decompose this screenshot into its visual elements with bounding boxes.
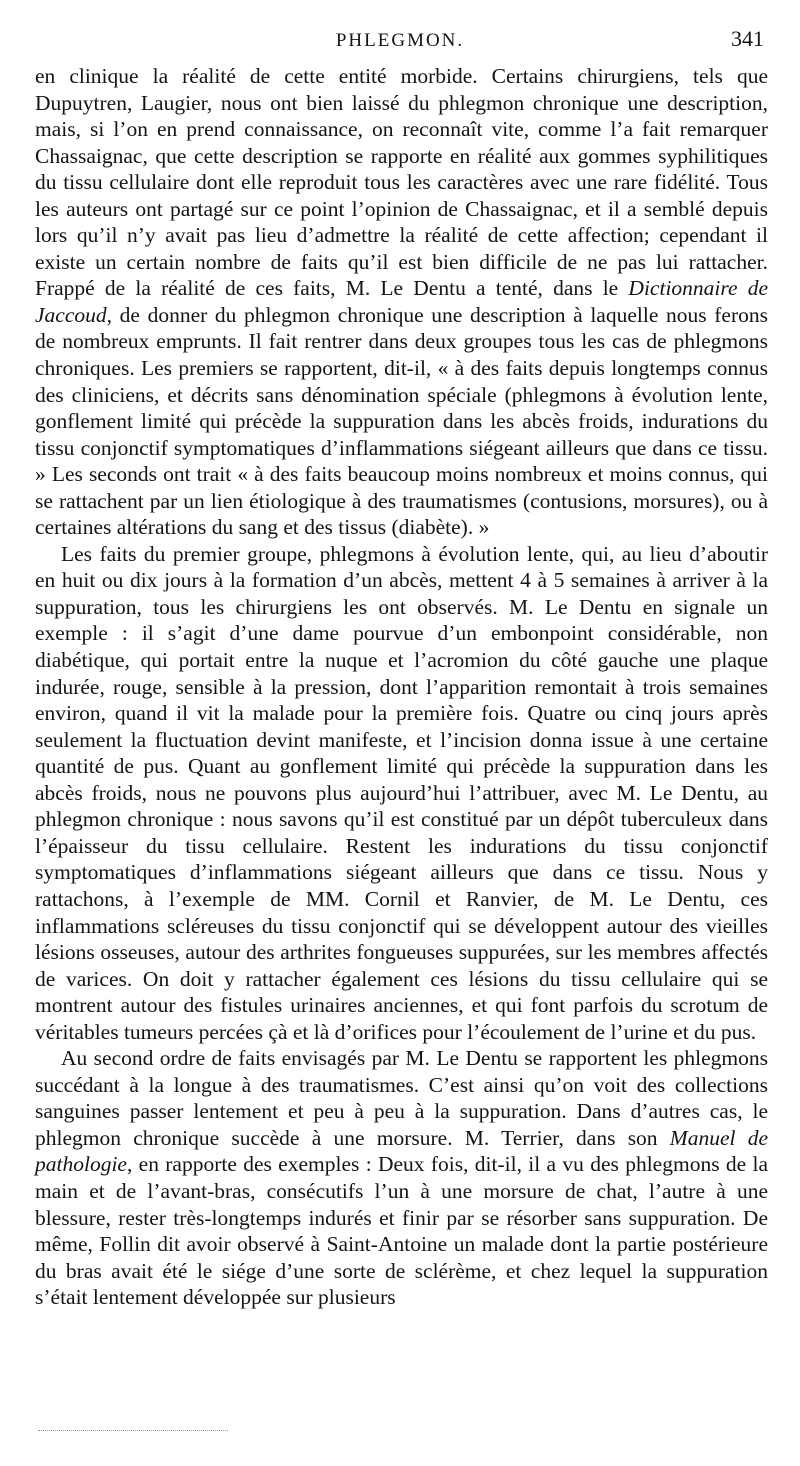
paragraph-3 bbox=[35, 1045, 768, 1310]
page-number: 341 bbox=[731, 26, 764, 51]
running-title: PHLEGMON. bbox=[335, 30, 465, 51]
text-run: , de donner du phlegmon chronique une description à laquelle nous ferons de nombreux emprunts. Il fait rentrer dans deux groupes tous les cas de phlegmons chroniques. Les premiers se rapportent, dit-il, « à des faits depuis longtemps connus des cliniciens, et décrits sans dénomination spéciale (phlegmons à évolution lente, gonflement limité qui précède la suppuration dans les abcès froids, indurations du tissu conjonctif symptomatiques d’inflammations siégeant ailleurs que dans ce tissu. » Les seconds ont trait « à des faits beaucoup moins nombreux et moins connus, qui se rattachent par un lien étiologique à des traumatismes (contusions, morsures), ou à certaines altérations du sang et des tissus (diabète). » bbox=[35, 302, 768, 540]
text-run: Les faits du premier groupe, phlegmons à évolution lente, qui, au lieu d’aboutir en huit ou dix jours à la formation d’un abcès, mettent 4 à 5 semaines à arriver à la suppuration, tous les chirurgiens les ont observés. M. Le Dentu en signale un exemple : il s’agit d’une dame pourvue d’un embonpoint considérable, non diabétique, qui portait entre la nuque et l’acromion du côté gauche une plaque indurée, rouge, sensible à la pression, dont l’apparition remontait à trois semaines environ, quand il vit la malade pour la première fois. Quatre ou cinq jours après seulement la fluctuation devint manifeste, et l’incision donna issue à une certaine quantité de pus. Quant au gonflement limité qui précède la suppuration dans les abcès froids, nous ne pouvons plus aujourd’hui l’attribuer, avec M. Le Dentu, au phlegmon chronique : nous savons qu’il est constitué par un dépôt tuberculeux dans l’épaisseur du tissu cellulaire. Restent les indurations du tissu conjonctif symptomatiques d’inflammations siégeant ailleurs que dans ce tissu. Nous y rattachons, à l’exemple de MM. Cornil et Ranvier, de M. Le Dentu, ces inflammations scléreuses du tissu conjonctif qui se développent autour des vieilles lésions osseuses, autour des arthrites fongueuses suppurées, sur les membres affectés de varices. On doit y rattacher également ces lésions du tissu cellulaire qui se montrent autour des fistules urinaires anciennes, et qui font parfois du scrotum de véritables tumeurs percées çà et là d’orifices pour l’écoulement de l’urine et du pus. bbox=[35, 541, 768, 1044]
body-text bbox=[35, 63, 768, 1311]
italic-title-dictionnaire: Dictionnaire de Jaccoud bbox=[35, 276, 768, 327]
paragraph-2 bbox=[35, 541, 768, 1045]
text-run: , en rapporte des exemples : Deux fois, dit-il, il a vu des phlegmons de la main et de l’avant-bras, consécutifs l’un à une morsure de chat, l’autre à une blessure, rester très-longtemps indurés et finir par se résorber sans suppuration. De même, Follin dit avoir observé à Saint-Antoine un malade dont la partie postérieure du bras avait été le siége d’une sorte de sclérème, et chez lequel la suppuration s’était lentement développée sur plusieurs bbox=[35, 1152, 768, 1310]
paragraph-1 bbox=[35, 63, 768, 541]
italic-title-manuel: Manuel de pathologie bbox=[35, 1125, 768, 1177]
text-run: Au second ordre de faits envisagés par M. Le Dentu se rapportent les phlegmons succédant à la longue à des traumatismes. C’est ainsi qu’on voit des collections sanguines passer lentement et peu à peu à la suppuration. Dans d’autres cas, le phlegmon chronique succède à une morsure. M. Terrier, dans son bbox=[35, 1046, 768, 1150]
text-run: en clinique la réalité de cette entité morbide. Certains chirurgiens, tels que Dupuytren, Laugier, nous ont bien laissé du phlegmon chronique une description, mais, si l’on en prend connaissance, on reconnaît vite, comme l’a fait remarquer Chassaignac, que cette description se rapporte en réalité aux gommes syphilitiques du tissu cellulaire dont elle reproduit tous les caractères avec une rare fidélité. Tous les auteurs ont partagé sur ce point l’opinion de Chassaignac, et il a semblé depuis lors qu’il n’y avait pas lieu d’admettre la réalité de cette affection; cependant il existe un certain nombre de faits qu’il est bien difficile de ne pas lui rattacher. Frappé de la réalité de ces faits, M. Le Dentu a tenté, dans le bbox=[35, 64, 768, 301]
footer-rule bbox=[38, 1430, 228, 1431]
running-head bbox=[0, 26, 800, 56]
